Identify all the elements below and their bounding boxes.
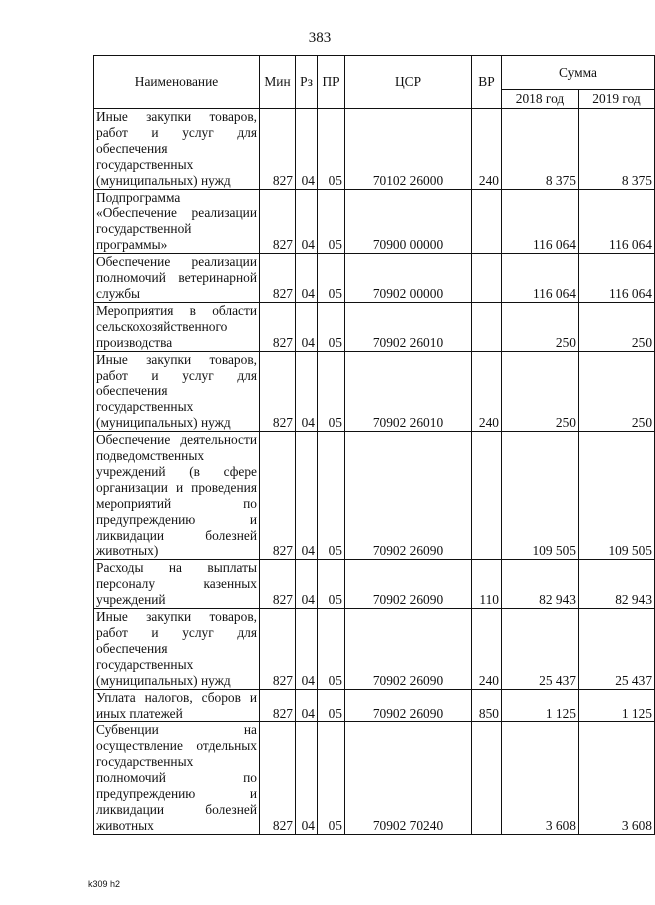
header-pr: ПР xyxy=(318,56,345,109)
row-sum-2019: 3 608 xyxy=(579,722,655,834)
row-name: Расходы на выплаты персоналу казенных учреждений xyxy=(94,560,260,609)
row-csr: 70102 26000 xyxy=(345,109,472,190)
row-csr: 70902 00000 xyxy=(345,254,472,303)
table-row xyxy=(94,432,655,560)
row-csr: 70902 26090 xyxy=(345,609,472,690)
row-sum-2019: 250 xyxy=(579,351,655,432)
row-pr: 05 xyxy=(318,254,345,303)
footer-code: k309 h2 xyxy=(88,879,121,889)
row-sum-2018: 250 xyxy=(502,351,579,432)
row-csr: 70902 26090 xyxy=(345,432,472,560)
row-rz: 04 xyxy=(296,722,318,834)
row-min: 827 xyxy=(260,689,296,722)
row-sum-2018: 25 437 xyxy=(502,609,579,690)
row-name: Уплата налогов, сборов и иных платежей xyxy=(94,689,260,722)
row-name: Обеспечение деятельности подведомственных учреждений (в сфере организации и проведения мероприятий по предупреждению и ликвидации болезней животных) xyxy=(94,432,260,560)
header-min: Мин xyxy=(260,56,296,109)
row-min: 827 xyxy=(260,109,296,190)
header-year-2019: 2019 год xyxy=(579,90,655,109)
table-body xyxy=(94,109,655,835)
row-rz: 04 xyxy=(296,689,318,722)
row-vr: 240 xyxy=(472,609,502,690)
header-year-2018: 2018 год xyxy=(502,90,579,109)
row-sum-2019: 8 375 xyxy=(579,109,655,190)
row-sum-2019: 109 505 xyxy=(579,432,655,560)
row-name: Обеспечение реализации полномочий ветеринарной службы xyxy=(94,254,260,303)
row-vr xyxy=(472,432,502,560)
row-rz: 04 xyxy=(296,189,318,254)
row-csr: 70902 26010 xyxy=(345,351,472,432)
row-pr: 05 xyxy=(318,689,345,722)
row-name: Иные закупки товаров, работ и услуг для обеспечения государственных (муниципальных) нужд xyxy=(94,351,260,432)
row-csr: 70902 70240 xyxy=(345,722,472,834)
row-sum-2019: 25 437 xyxy=(579,609,655,690)
row-sum-2018: 8 375 xyxy=(502,109,579,190)
row-rz: 04 xyxy=(296,109,318,190)
row-pr: 05 xyxy=(318,609,345,690)
table-row xyxy=(94,302,655,351)
row-rz: 04 xyxy=(296,302,318,351)
row-min: 827 xyxy=(260,302,296,351)
row-vr: 240 xyxy=(472,109,502,190)
row-sum-2018: 116 064 xyxy=(502,189,579,254)
row-rz: 04 xyxy=(296,560,318,609)
row-rz: 04 xyxy=(296,432,318,560)
row-vr: 850 xyxy=(472,689,502,722)
row-csr: 70902 26010 xyxy=(345,302,472,351)
row-name: Иные закупки товаров, работ и услуг для обеспечения государственных (муниципальных) нужд xyxy=(94,109,260,190)
budget-table xyxy=(93,55,655,835)
row-pr: 05 xyxy=(318,722,345,834)
row-sum-2018: 82 943 xyxy=(502,560,579,609)
row-vr xyxy=(472,189,502,254)
row-rz: 04 xyxy=(296,254,318,303)
table-row xyxy=(94,109,655,190)
page-number: 383 xyxy=(308,30,332,46)
row-sum-2019: 1 125 xyxy=(579,689,655,722)
header-name: Наименование xyxy=(94,56,260,109)
table-row xyxy=(94,689,655,722)
row-vr: 110 xyxy=(472,560,502,609)
row-min: 827 xyxy=(260,254,296,303)
row-vr xyxy=(472,302,502,351)
row-vr: 240 xyxy=(472,351,502,432)
table-row xyxy=(94,609,655,690)
header-vr: ВР xyxy=(472,56,502,109)
row-name: Мероприятия в области сельскохозяйственного производства xyxy=(94,302,260,351)
header-csr: ЦСР xyxy=(345,56,472,109)
row-pr: 05 xyxy=(318,189,345,254)
row-sum-2018: 3 608 xyxy=(502,722,579,834)
row-sum-2018: 109 505 xyxy=(502,432,579,560)
row-name: Субвенции на осуществление отдельных государственных полномочий по предупреждению и ликвидации болезней животных xyxy=(94,722,260,834)
row-vr xyxy=(472,254,502,303)
row-pr: 05 xyxy=(318,109,345,190)
row-min: 827 xyxy=(260,609,296,690)
row-rz: 04 xyxy=(296,609,318,690)
header-sum: Сумма xyxy=(502,56,655,90)
row-sum-2018: 116 064 xyxy=(502,254,579,303)
row-sum-2019: 116 064 xyxy=(579,189,655,254)
row-name: Иные закупки товаров, работ и услуг для обеспечения государственных (муниципальных) нужд xyxy=(94,609,260,690)
table-row xyxy=(94,254,655,303)
table-row xyxy=(94,189,655,254)
table-row xyxy=(94,722,655,834)
row-vr xyxy=(472,722,502,834)
row-sum-2019: 116 064 xyxy=(579,254,655,303)
table-row xyxy=(94,560,655,609)
row-min: 827 xyxy=(260,560,296,609)
row-sum-2019: 82 943 xyxy=(579,560,655,609)
row-pr: 05 xyxy=(318,351,345,432)
row-csr: 70900 00000 xyxy=(345,189,472,254)
row-pr: 05 xyxy=(318,432,345,560)
row-min: 827 xyxy=(260,432,296,560)
row-rz: 04 xyxy=(296,351,318,432)
row-csr: 70902 26090 xyxy=(345,689,472,722)
row-sum-2018: 250 xyxy=(502,302,579,351)
row-pr: 05 xyxy=(318,302,345,351)
row-name: Подпрограмма «Обеспечение реализации государственной программы» xyxy=(94,189,260,254)
row-sum-2019: 250 xyxy=(579,302,655,351)
row-sum-2018: 1 125 xyxy=(502,689,579,722)
table-row xyxy=(94,351,655,432)
row-min: 827 xyxy=(260,722,296,834)
row-min: 827 xyxy=(260,189,296,254)
row-csr: 70902 26090 xyxy=(345,560,472,609)
header-rz: Рз xyxy=(296,56,318,109)
row-min: 827 xyxy=(260,351,296,432)
row-pr: 05 xyxy=(318,560,345,609)
